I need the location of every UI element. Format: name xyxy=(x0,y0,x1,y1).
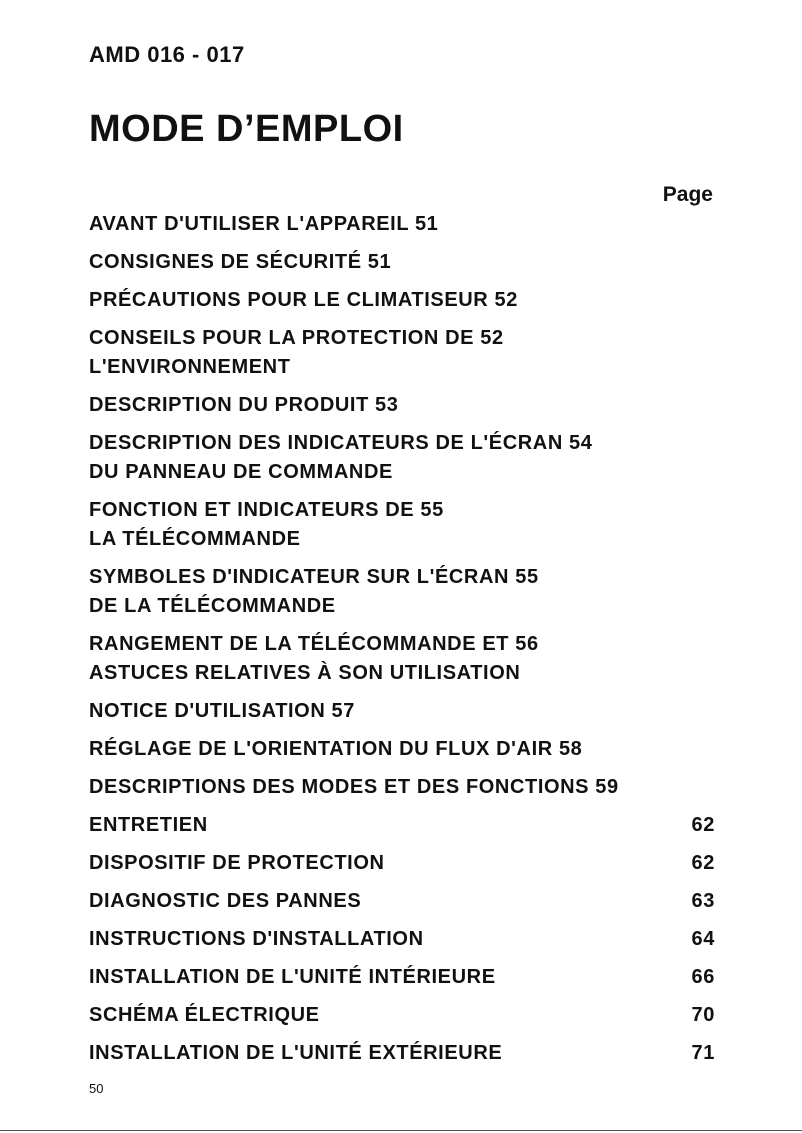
toc-entry-page: 64 xyxy=(691,928,715,950)
toc-entry xyxy=(89,849,715,878)
toc-entry-text: FONCTION ET INDICATEURS DE 55 xyxy=(89,499,444,521)
toc-entry xyxy=(89,697,715,726)
toc-entry xyxy=(89,210,715,239)
toc-entry xyxy=(89,925,715,954)
toc-entry xyxy=(89,391,715,420)
toc-entry xyxy=(89,248,715,277)
toc-entry-title: INSTALLATION DE L'UNITÉ EXTÉRIEURE xyxy=(89,1042,503,1064)
toc-entry xyxy=(89,630,715,688)
toc-entry-text: DESCRIPTIONS DES MODES ET DES FONCTIONS 59 xyxy=(89,776,619,798)
toc-entry xyxy=(89,286,715,315)
toc-entry xyxy=(89,429,715,487)
toc-entry xyxy=(89,496,715,554)
toc-entry-text-continued: L'ENVIRONNEMENT xyxy=(89,356,291,378)
toc-entry-text: NOTICE D'UTILISATION 57 xyxy=(89,700,355,722)
page-column-heading: Page xyxy=(662,183,713,206)
toc-entry-text: DESCRIPTION DU PRODUIT 53 xyxy=(89,394,399,416)
table-of-contents xyxy=(89,210,715,1077)
page-divider xyxy=(0,1130,802,1131)
toc-entry-text-continued: LA TÉLÉCOMMANDE xyxy=(89,528,301,550)
toc-entry xyxy=(89,773,715,802)
toc-entry-text: RANGEMENT DE LA TÉLÉCOMMANDE ET 56 xyxy=(89,633,539,655)
toc-entry-text: CONSEILS POUR LA PROTECTION DE 52 xyxy=(89,327,504,349)
toc-entry-page: 62 xyxy=(691,852,715,874)
toc-entry-text-continued: ASTUCES RELATIVES À SON UTILISATION xyxy=(89,662,521,684)
toc-entry-page: 70 xyxy=(691,1004,715,1026)
toc-entry-text: RÉGLAGE DE L'ORIENTATION DU FLUX D'AIR 58 xyxy=(89,738,583,760)
toc-entry xyxy=(89,1039,715,1068)
toc-entry xyxy=(89,963,715,992)
toc-entry-text: DESCRIPTION DES INDICATEURS DE L'ÉCRAN 54 xyxy=(89,432,593,454)
toc-entry-text: PRÉCAUTIONS POUR LE CLIMATISEUR 52 xyxy=(89,289,518,311)
toc-entry-title: INSTALLATION DE L'UNITÉ INTÉRIEURE xyxy=(89,966,496,988)
toc-entry xyxy=(89,887,715,916)
toc-entry-title: INSTRUCTIONS D'INSTALLATION xyxy=(89,928,424,950)
toc-entry-text-continued: DU PANNEAU DE COMMANDE xyxy=(89,461,393,483)
toc-entry-page: 62 xyxy=(691,814,715,836)
toc-entry-text: SYMBOLES D'INDICATEUR SUR L'ÉCRAN 55 xyxy=(89,566,539,588)
page-title: MODE D’EMPLOI xyxy=(89,108,404,150)
toc-entry-title: ENTRETIEN xyxy=(89,814,208,836)
toc-entry-page: 63 xyxy=(691,890,715,912)
footer-page-number: 50 xyxy=(89,1081,104,1096)
toc-entry-title: DISPOSITIF DE PROTECTION xyxy=(89,852,385,874)
toc-entry-text-continued: DE LA TÉLÉCOMMANDE xyxy=(89,595,336,617)
toc-entry xyxy=(89,1001,715,1030)
toc-entry-title: SCHÉMA ÉLECTRIQUE xyxy=(89,1004,320,1026)
toc-entry-text: AVANT D'UTILISER L'APPAREIL 51 xyxy=(89,213,439,235)
toc-entry xyxy=(89,324,715,382)
toc-entry xyxy=(89,735,715,764)
model-number: AMD 016 - 017 xyxy=(89,42,245,67)
toc-entry-page: 71 xyxy=(691,1042,715,1064)
toc-entry-text: CONSIGNES DE SÉCURITÉ 51 xyxy=(89,251,392,273)
toc-entry xyxy=(89,563,715,621)
toc-entry-page: 66 xyxy=(691,966,715,988)
toc-entry xyxy=(89,811,715,840)
toc-entry-title: DIAGNOSTIC DES PANNES xyxy=(89,890,362,912)
